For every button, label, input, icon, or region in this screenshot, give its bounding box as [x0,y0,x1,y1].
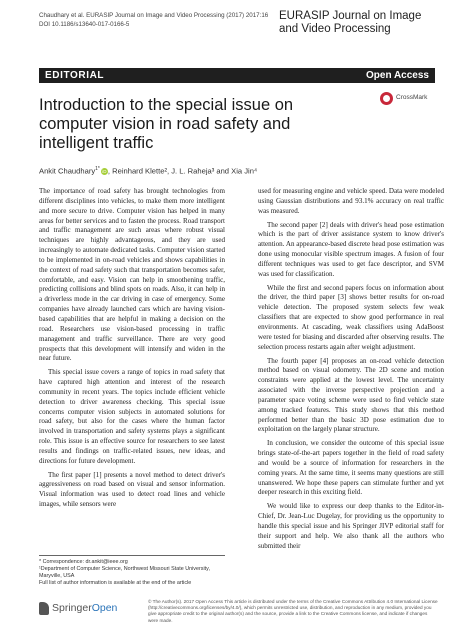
paragraph: While the first and second papers focus on information about the driver, the third paper [3] shows better results for on-road vehicle detection. The proposed system selects few weak classifiers that are expected to show good performance in real environments. At cascading, weak classifiers using AdaBoost were tested for biasing and discarded after observing results. The selection process restarts again after weight adjustment. [258,283,444,351]
citation-line: Chaudhary et al. EURASIP Journal on Image and Video Processing (2017) 2017:16 [39,12,269,19]
article-title: Introduction to the special issue on computer vision in road safety and intelligent traffic [39,96,294,152]
journal-name-line1: EURASIP Journal on Image [279,10,422,22]
journal-name-line2: and Video Processing [279,23,391,35]
orcid-icon[interactable]: iD [102,168,107,174]
author-name[interactable]: Ankit Chaudhary [39,166,96,176]
correspondence-note: * Correspondence: dr.ankit@ieee.org [39,559,128,565]
paragraph: used for measuring engine and vehicle speed. Data were modeled using Gaussian distributions and 93.1% accuracy on real traffic was measured. [258,187,444,215]
footnote [39,559,225,587]
doi-line: DOI 10.1186/s13640-017-0166-5 [39,21,130,28]
publisher-name: Springer [52,602,92,614]
springer-horse-icon [39,602,49,615]
affiliation-note: ¹Department of Computer Science, Northwest Missouri State University, Maryville, USA [39,566,210,579]
paragraph: This special issue covers a range of topics in road safety that have captured high attention and interest of the research community in recent years. The topics include efficient vehicle detection to driver awareness checking. This special issue concerns computer vision subjects in automated solutions for road safety, but also for the cases where the human factor involved in transportation and safety systems plays a significant role. This issue is an effective source for researchers to see latest results and findings on traffic-related issues, new ideas, and directions for future development. [39,368,225,465]
paragraph: The importance of road safety has brought technologies from different disciplines into vehicles, to make them more intelligent and more secure to drive. Computer vision has helped in many areas for better services and to fasten the process. Road transport and traffic management are such areas where robust visual techniques are highly advantageous, and they are used increasingly to automate dedicated tasks. Computer vision started to be implemented in on-road vehicles and shows capabilities in the context of road safety such that transportation becomes safer, comfortable, and easy. Vision can help in smoothening traffic, predicting collisions and blind spots on roads. Also, it can help in a driverless mode in the car driving in case of emergency. Some companies have already launched cars which are having vision-based capabilities that are helpful in making a decision on the road. Researchers use vision-based processing in traffic management and traffic surveillance. There are very good prospects that this development will intensify and widen in the near future. [39,187,225,363]
crossmark-badge[interactable] [380,92,434,106]
paragraph: The second paper [2] deals with driver's head pose estimation which is the part of driver assistance system to know driver's attention. An appearance-based discrete head pose estimation was done using monocular visible spectrum images. A fusion of four different techniques was used to get face descriptor, and SVM was used for classification. [258,220,444,278]
coauthor-names: , Reinhard Klette², J. L. Raheja³ and Xia Jin⁴ [107,166,258,176]
paragraph: The first paper [1] presents a novel method to detect driver's aggressiveness on road based on visual and sensor information. Visual information was used to detect road lines and vehicle images, while sensors were [39,470,225,509]
article-type-banner [39,68,435,83]
footnote-divider [39,555,225,556]
open-access-label: Open Access [366,70,429,81]
publisher-open: Open [91,602,118,614]
body-column-right [258,187,444,552]
license-statement: © The Author(s). 2017 Open Access This article is distributed under the terms of the Creative Commons Attribution 4.0 International License (http://creativecommons.org/licenses/by/4.0/), which permits unrestricted use, distribution, and reproduction in any medium, provided you give appropriate credit to the original author(s) and the source, provide a link to the Creative Commons license, and indicate if changes were made. [148,599,438,623]
paragraph: In conclusion, we consider the outcome of this special issue brings state-of-the-art papers together in the field of road safety and would be a source of information for researchers in the coming years. At the same time, it seems many questions are still unanswered. We hope these papers can stimulate further and yet deeper research in this exciting field. [258,439,444,497]
author-list [39,166,257,176]
crossmark-label: CrossMark [396,94,428,101]
author-affiliation-marker: 1* [95,166,100,172]
body-column-left [39,187,225,510]
crossmark-icon [380,92,393,105]
springer-open-logo[interactable] [39,602,159,616]
paragraph: We would like to express our deep thanks to the Editor-in-Chief, Dr. Jean-Luc Dugelay, for providing us the opportunity to handle this special issue and his Springer JIVP editorial staff for their support and help. We also thank all the authors who submitted their [258,502,444,550]
citation-header [39,11,268,29]
paragraph: The fourth paper [4] proposes an on-road vehicle detection method based on visual odometry. The 2D scene and motion constraints were applied at the lowest level. The uncertainty associated with the inverse perspective projection and a parameter space voting scheme were used to find vehicle state among tracked features. This study shows that this method performed better than the basic 3D pose estimation due to exploitation on the largely planar structure. [258,356,444,434]
article-type-label: EDITORIAL [45,70,105,81]
journal-name [279,10,434,36]
author-info-note: Full list of author information is available at the end of the article [39,580,192,586]
